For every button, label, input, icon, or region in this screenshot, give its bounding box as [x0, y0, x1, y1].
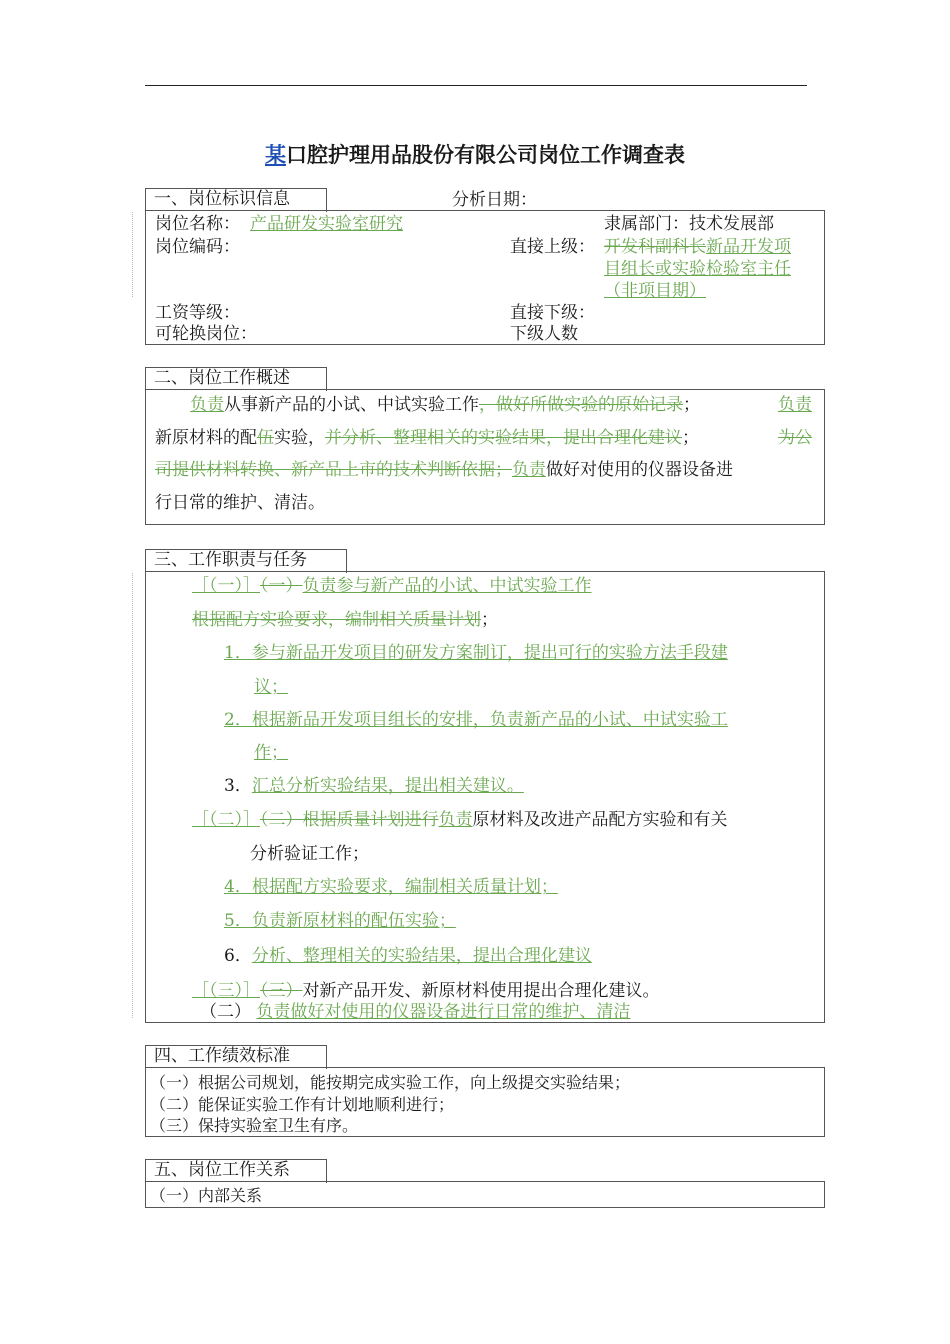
group-deleted: 根据配方实验要求，编制相关质量计划 [192, 610, 481, 630]
summary-deleted: 并分析、整理相关的实验结果，提出合理化建议 [325, 428, 682, 448]
task-number: 6． [224, 946, 252, 966]
task-2: 2．根据新品开发项目组长的安排，负责新产品的小试、中试实验工 [224, 710, 728, 730]
direct-subordinate-label: 直接下级： [510, 303, 595, 323]
title-main: 口腔护理用品股份有限公司岗位工作调查表 [286, 143, 685, 167]
summary-text: 新原材料的配 [155, 428, 257, 448]
group4-title [200, 1001, 630, 1023]
analysis-date-label: 分析日期： [452, 190, 537, 210]
summary-text: 负责 [512, 460, 546, 480]
title-prefix: 某 [265, 143, 286, 167]
group-number: （二） [200, 1002, 251, 1022]
subordinate-count-label: 下级人数 [510, 324, 578, 344]
task-1-cont: 议； [254, 677, 288, 697]
task-3 [224, 775, 524, 797]
group1-sub [192, 609, 498, 631]
group-text: 负责参与新产品的小试、中试实验工作 [302, 576, 592, 596]
group-number: ［（一）］ [192, 576, 260, 596]
superior-line3: （非项目期） [604, 281, 706, 301]
group-deleted: （一） [260, 576, 303, 596]
summary-deleted: 伍 [257, 428, 274, 448]
performance-item: （一）根据公司规划，能按期完成实验工作，向上级提交实验结果； [150, 1073, 631, 1092]
direct-superior-label: 直接上级： [510, 237, 595, 257]
summary-text: ； [683, 395, 700, 415]
summary-text: 做好对使用的仪器设备进 [546, 460, 733, 480]
rotation-label: 可轮换岗位： [155, 324, 257, 344]
performance-item: （三）保持实验室卫生有序。 [150, 1116, 359, 1135]
page-title [0, 141, 950, 169]
summary-line1 [190, 394, 700, 416]
post-code-label: 岗位编码： [155, 237, 240, 257]
section2-header [145, 367, 327, 391]
superior-line1: 新品开发项 [706, 237, 791, 257]
summary-text: ； [682, 428, 699, 448]
section4-header [145, 1045, 327, 1069]
header-rule [145, 85, 807, 86]
task-text: 汇总分析实验结果，提出相关建议。 [251, 776, 524, 796]
performance-item: （二）能保证实验工作有计划地顺利进行； [150, 1095, 455, 1114]
superior-deleted: 开发科副科长 [604, 237, 706, 257]
summary-text: 从事新产品的小试、中试实验工作 [224, 395, 479, 415]
group-text: 原材料及改进产品配方实验和有关 [472, 810, 728, 830]
group-text: 对新产品开发、新原材料使用提出合理化建议。 [302, 981, 660, 1001]
section1-header [145, 188, 327, 212]
summary-text: 实验， [274, 428, 325, 448]
summary-text: 负责 [190, 395, 224, 415]
section4-header-label: 四、工作绩效标准 [154, 1046, 290, 1066]
summary-line2 [155, 427, 699, 449]
margin-mark [132, 573, 133, 1018]
summary-line1-end: 负责 [778, 395, 812, 415]
group-text: ； [481, 610, 498, 630]
task-4: 4．根据配方实验要求，编制相关质量计划； [224, 877, 558, 897]
group-number: ［（三）］ [192, 981, 260, 1001]
task-number: 3． [224, 776, 252, 796]
superior-line2: 目组长或实验检验室主任 [604, 259, 791, 279]
group-deleted: （二）根据质量计划进行 [260, 810, 439, 830]
margin-mark [132, 212, 133, 297]
post-name-label: 岗位名称： [155, 214, 240, 234]
group3-title [192, 980, 660, 1002]
task-5: 5．负责新原材料的配伍实验； [224, 911, 456, 931]
task-1: 1．参与新品开发项目的研发方案制订，提出可行的实验方法手段建 [224, 643, 728, 663]
group-text: 负责做好对使用的仪器设备进行日常的维护、清洁 [256, 1002, 631, 1022]
group-number: ［（二）］ [192, 810, 260, 830]
wage-label: 工资等级： [155, 303, 240, 323]
summary-deleted: 司提供材料转换、新产品上市的技术判断依据 [155, 460, 495, 480]
section2-header-label: 二、岗位工作概述 [154, 368, 290, 388]
group2-cont: 分析验证工作； [250, 844, 369, 864]
summary-deleted: ，做好所做实验的原始记录 [479, 395, 683, 415]
section3-header [145, 549, 347, 573]
group2-title [192, 809, 728, 831]
summary-line3 [155, 459, 733, 481]
department-field: 隶属部门：技术发展部 [604, 214, 774, 234]
task-6 [224, 945, 592, 967]
direct-superior-value [604, 236, 791, 258]
section3-header-label: 三、工作职责与任务 [154, 550, 307, 570]
group-deleted: （三） [260, 981, 303, 1001]
summary-deleted: ； [495, 460, 512, 480]
section1-header-label: 一、岗位标识信息 [154, 189, 290, 209]
summary-line2-end: 为公 [778, 428, 812, 448]
post-name-value: 产品研发实验室研究 [250, 214, 403, 234]
internal-relations: （一）内部关系 [150, 1186, 263, 1205]
summary-line4: 行日常的维护、清洁。 [155, 493, 325, 513]
group-text: 负责 [438, 810, 473, 830]
task-text: 分析、整理相关的实验结果，提出合理化建议 [251, 946, 592, 966]
section5-header-label: 五、岗位工作关系 [154, 1160, 290, 1180]
task-2-cont: 作； [254, 743, 288, 763]
section5-header [145, 1159, 327, 1183]
group1-title [192, 575, 592, 597]
